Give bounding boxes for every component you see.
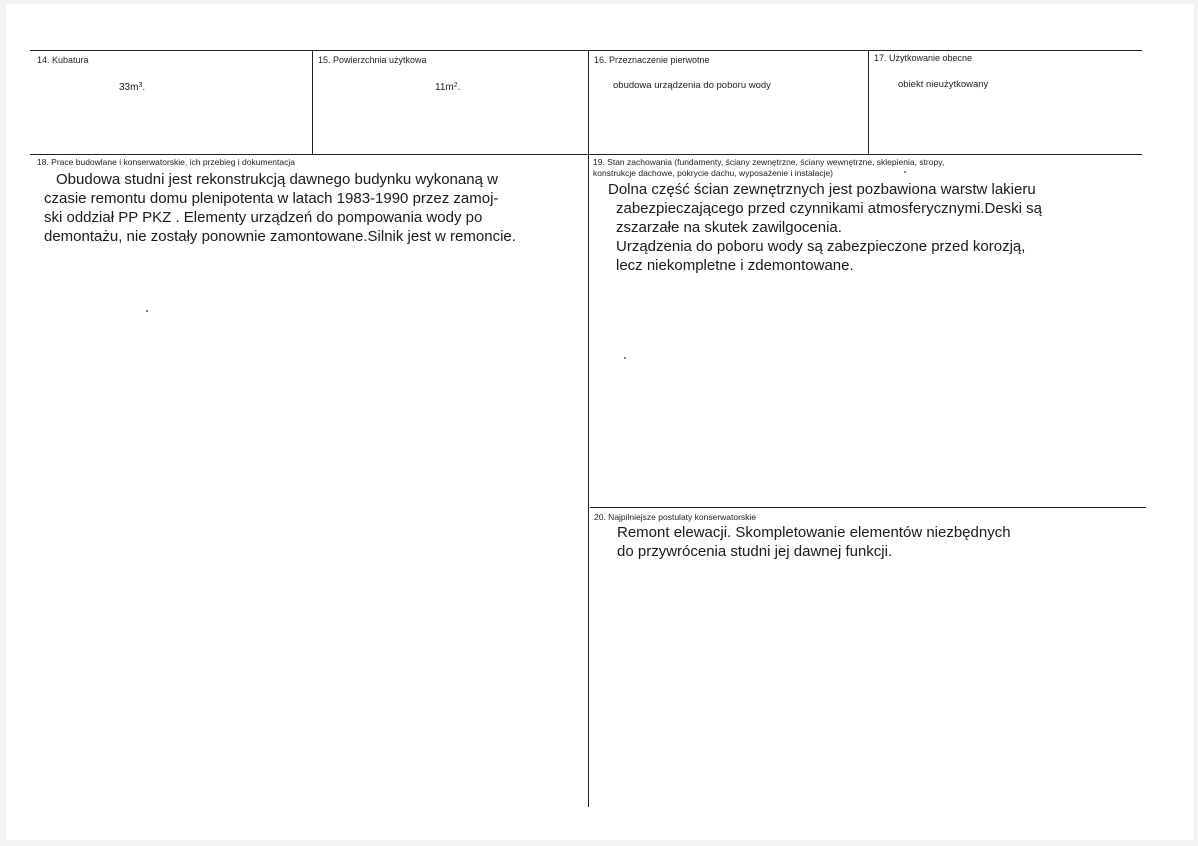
postulaty-line: Remont elewacji. Skompletowanie elementów niezbędnych bbox=[617, 524, 1011, 541]
prace-line: demontażu, nie zostały ponownie zamontowane.Silnik jest w remoncie. bbox=[44, 228, 516, 245]
top-rule bbox=[30, 50, 1142, 51]
postulaty-line: do przywrócenia studni jej dawnej funkcji. bbox=[617, 543, 893, 560]
kubatura-label: 14. Kubatura bbox=[37, 55, 89, 65]
section-20-top-rule bbox=[590, 507, 1146, 508]
powierzchnia-exponent: 2 bbox=[453, 82, 458, 89]
uzytkowanie-label: 17. Użytkowanie obecne bbox=[874, 53, 973, 63]
powierzchnia-number: 11m bbox=[435, 82, 454, 93]
powierzchnia-value bbox=[435, 82, 460, 94]
stan-line: Dolna część ścian zewnętrznych jest pozbawiona warstw lakieru bbox=[608, 181, 1036, 198]
scan-speck bbox=[904, 171, 906, 173]
stan-line: lecz niekompletne i zdemontowane. bbox=[616, 257, 854, 274]
postulaty-label: 20. Najpilniejsze postulaty konserwatorskie bbox=[594, 512, 757, 522]
stan-line: zabezpieczającego przed czynnikami atmosferycznymi.Deski są bbox=[616, 200, 1043, 217]
prace-label: 18. Prace budowlane i konserwatorskie, ich przebieg i dokumentacja bbox=[37, 157, 295, 167]
prace-text bbox=[44, 170, 516, 246]
form-sheet bbox=[6, 4, 1194, 840]
main-column-divider bbox=[588, 51, 589, 807]
stan-label-line-2: konstrukcje dachowe, pokrycie dachu, wyposażenie i instalacje) bbox=[593, 168, 834, 178]
prace-line: czasie remontu domu plenipotenta w latach 1983-1990 przez zamoj- bbox=[44, 190, 499, 207]
stan-line: zszarzałe na skutek zawilgocenia. bbox=[616, 219, 842, 236]
postulaty-text bbox=[617, 523, 1011, 561]
scan-speck bbox=[146, 310, 148, 312]
powierzchnia-suffix: . bbox=[457, 82, 461, 93]
divider-kubatura-powierzchnia bbox=[312, 51, 313, 155]
prace-line: ski oddział PP PKZ . Elementy urządzeń do pompowania wody po bbox=[44, 209, 483, 226]
kubatura-suffix: . bbox=[142, 82, 146, 93]
divider-przeznaczenie-uzytkowanie bbox=[868, 51, 869, 155]
stan-line: Urządzenia do poboru wody są zabezpieczone przed korozją, bbox=[616, 238, 1026, 255]
przeznaczenie-value: obudowa urządzenia do poboru wody bbox=[613, 80, 771, 91]
row-1-bottom-rule bbox=[30, 154, 1142, 155]
scan-speck bbox=[624, 357, 626, 359]
powierzchnia-label: 15. Powierzchnia użytkowa bbox=[318, 55, 427, 65]
kubatura-number: 33m bbox=[119, 82, 139, 93]
stan-label-line-1: 19. Stan zachowania (fundamenty, ściany zewnętrzne, ściany wewnętrzne, sklepienia, stropy, bbox=[593, 157, 945, 167]
kubatura-exponent: 3 bbox=[138, 82, 143, 89]
uzytkowanie-value: obiekt nieużytkowany bbox=[898, 79, 989, 90]
przeznaczenie-label: 16. Przeznaczenie pierwotne bbox=[594, 55, 710, 65]
stan-text bbox=[608, 180, 1042, 275]
prace-line: Obudowa studni jest rekonstrukcją dawnego budynku wykonaną w bbox=[56, 171, 498, 188]
kubatura-value bbox=[119, 82, 145, 94]
